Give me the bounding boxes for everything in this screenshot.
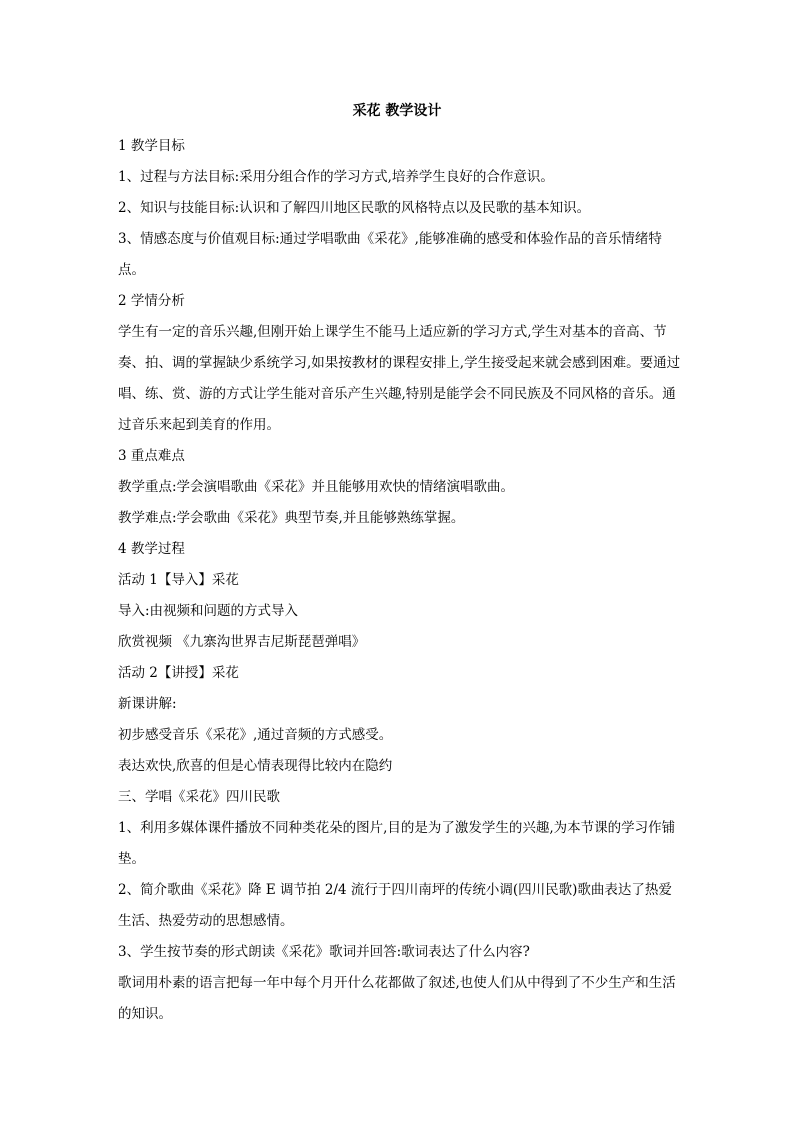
lyrics-summary-text: 歌词用朴素的语言把每一年中每个月开什么花都做了叙述,也使人们从中得到了不少生产和生活的知识。 xyxy=(118,975,676,1022)
learn-song-heading: 三、学唱《采花》四川民歌 xyxy=(118,789,280,805)
intro-text: 导入:由视频和问题的方式导入 xyxy=(118,603,299,619)
section-heading-objectives: 1 教学目标 xyxy=(118,138,185,154)
difficulty-text: 教学难点:学会歌曲《采花》典型节奏,并且能够熟练掌握。 xyxy=(118,510,465,526)
section-heading-learner-analysis: 2 学情分析 xyxy=(118,293,185,309)
objective-knowledge-skill: 2、知识与技能目标:认识和了解四川地区民歌的风格特点以及民歌的基本知识。 xyxy=(118,200,591,216)
step-1-text: 1、利用多媒体课件播放不同种类花朵的图片,目的是为了激发学生的兴趣,为本节课的学习作铺垫。 xyxy=(118,820,676,867)
section-heading-process: 4 教学过程 xyxy=(118,541,185,557)
activity-2-heading: 活动 2【讲授】采花 xyxy=(118,665,239,681)
learner-analysis-text: 学生有一定的音乐兴趣,但刚开始上课学生不能马上适应新的学习方式,学生对基本的音高、节奏、拍、调的掌握缺少系统学习,如果按教材的课程安排上,学生接受起来就会感到困难。要通过唱、练、赏、游的方式让学生能对音乐产生兴趣,特别是能学会不同民族及不同风格的音乐。通过音乐来起到美育的作用。 xyxy=(118,324,681,433)
step-3-text: 3、学生按节奏的形式朗读《采花》歌词并回答:歌词表达了什么内容? xyxy=(118,944,530,960)
document-title: 采花 教学设计 xyxy=(352,103,442,119)
activity-1-heading: 活动 1【导入】采花 xyxy=(118,572,239,588)
objective-emotion-values: 3、情感态度与价值观目标:通过学唱歌曲《采花》,能够准确的感受和体验作品的音乐情绪特点。 xyxy=(118,231,662,278)
key-point-text: 教学重点:学会演唱歌曲《采花》并且能够用欢快的情绪演唱歌曲。 xyxy=(118,479,515,495)
first-listen-text: 初步感受音乐《采花》,通过音频的方式感受。 xyxy=(118,727,393,743)
step-2-text: 2、简介歌曲《采花》降 E 调节拍 2/4 流行于四川南坪的传统小调(四川民歌)歌曲表达了热爱生活、热爱劳动的思想感情。 xyxy=(118,882,672,929)
document-body xyxy=(118,131,683,1030)
new-lesson-label: 新课讲解: xyxy=(118,696,177,712)
section-heading-key-points: 3 重点难点 xyxy=(118,448,185,464)
objective-process-method: 1、过程与方法目标:采用分组合作的学习方式,培养学生良好的合作意识。 xyxy=(118,169,554,185)
video-text: 欣赏视频 《九寨沟世界吉尼斯琵琶弹唱》 xyxy=(118,634,366,650)
expression-text: 表达欢快,欣喜的但是心情表现得比较内在隐约 xyxy=(118,758,393,774)
